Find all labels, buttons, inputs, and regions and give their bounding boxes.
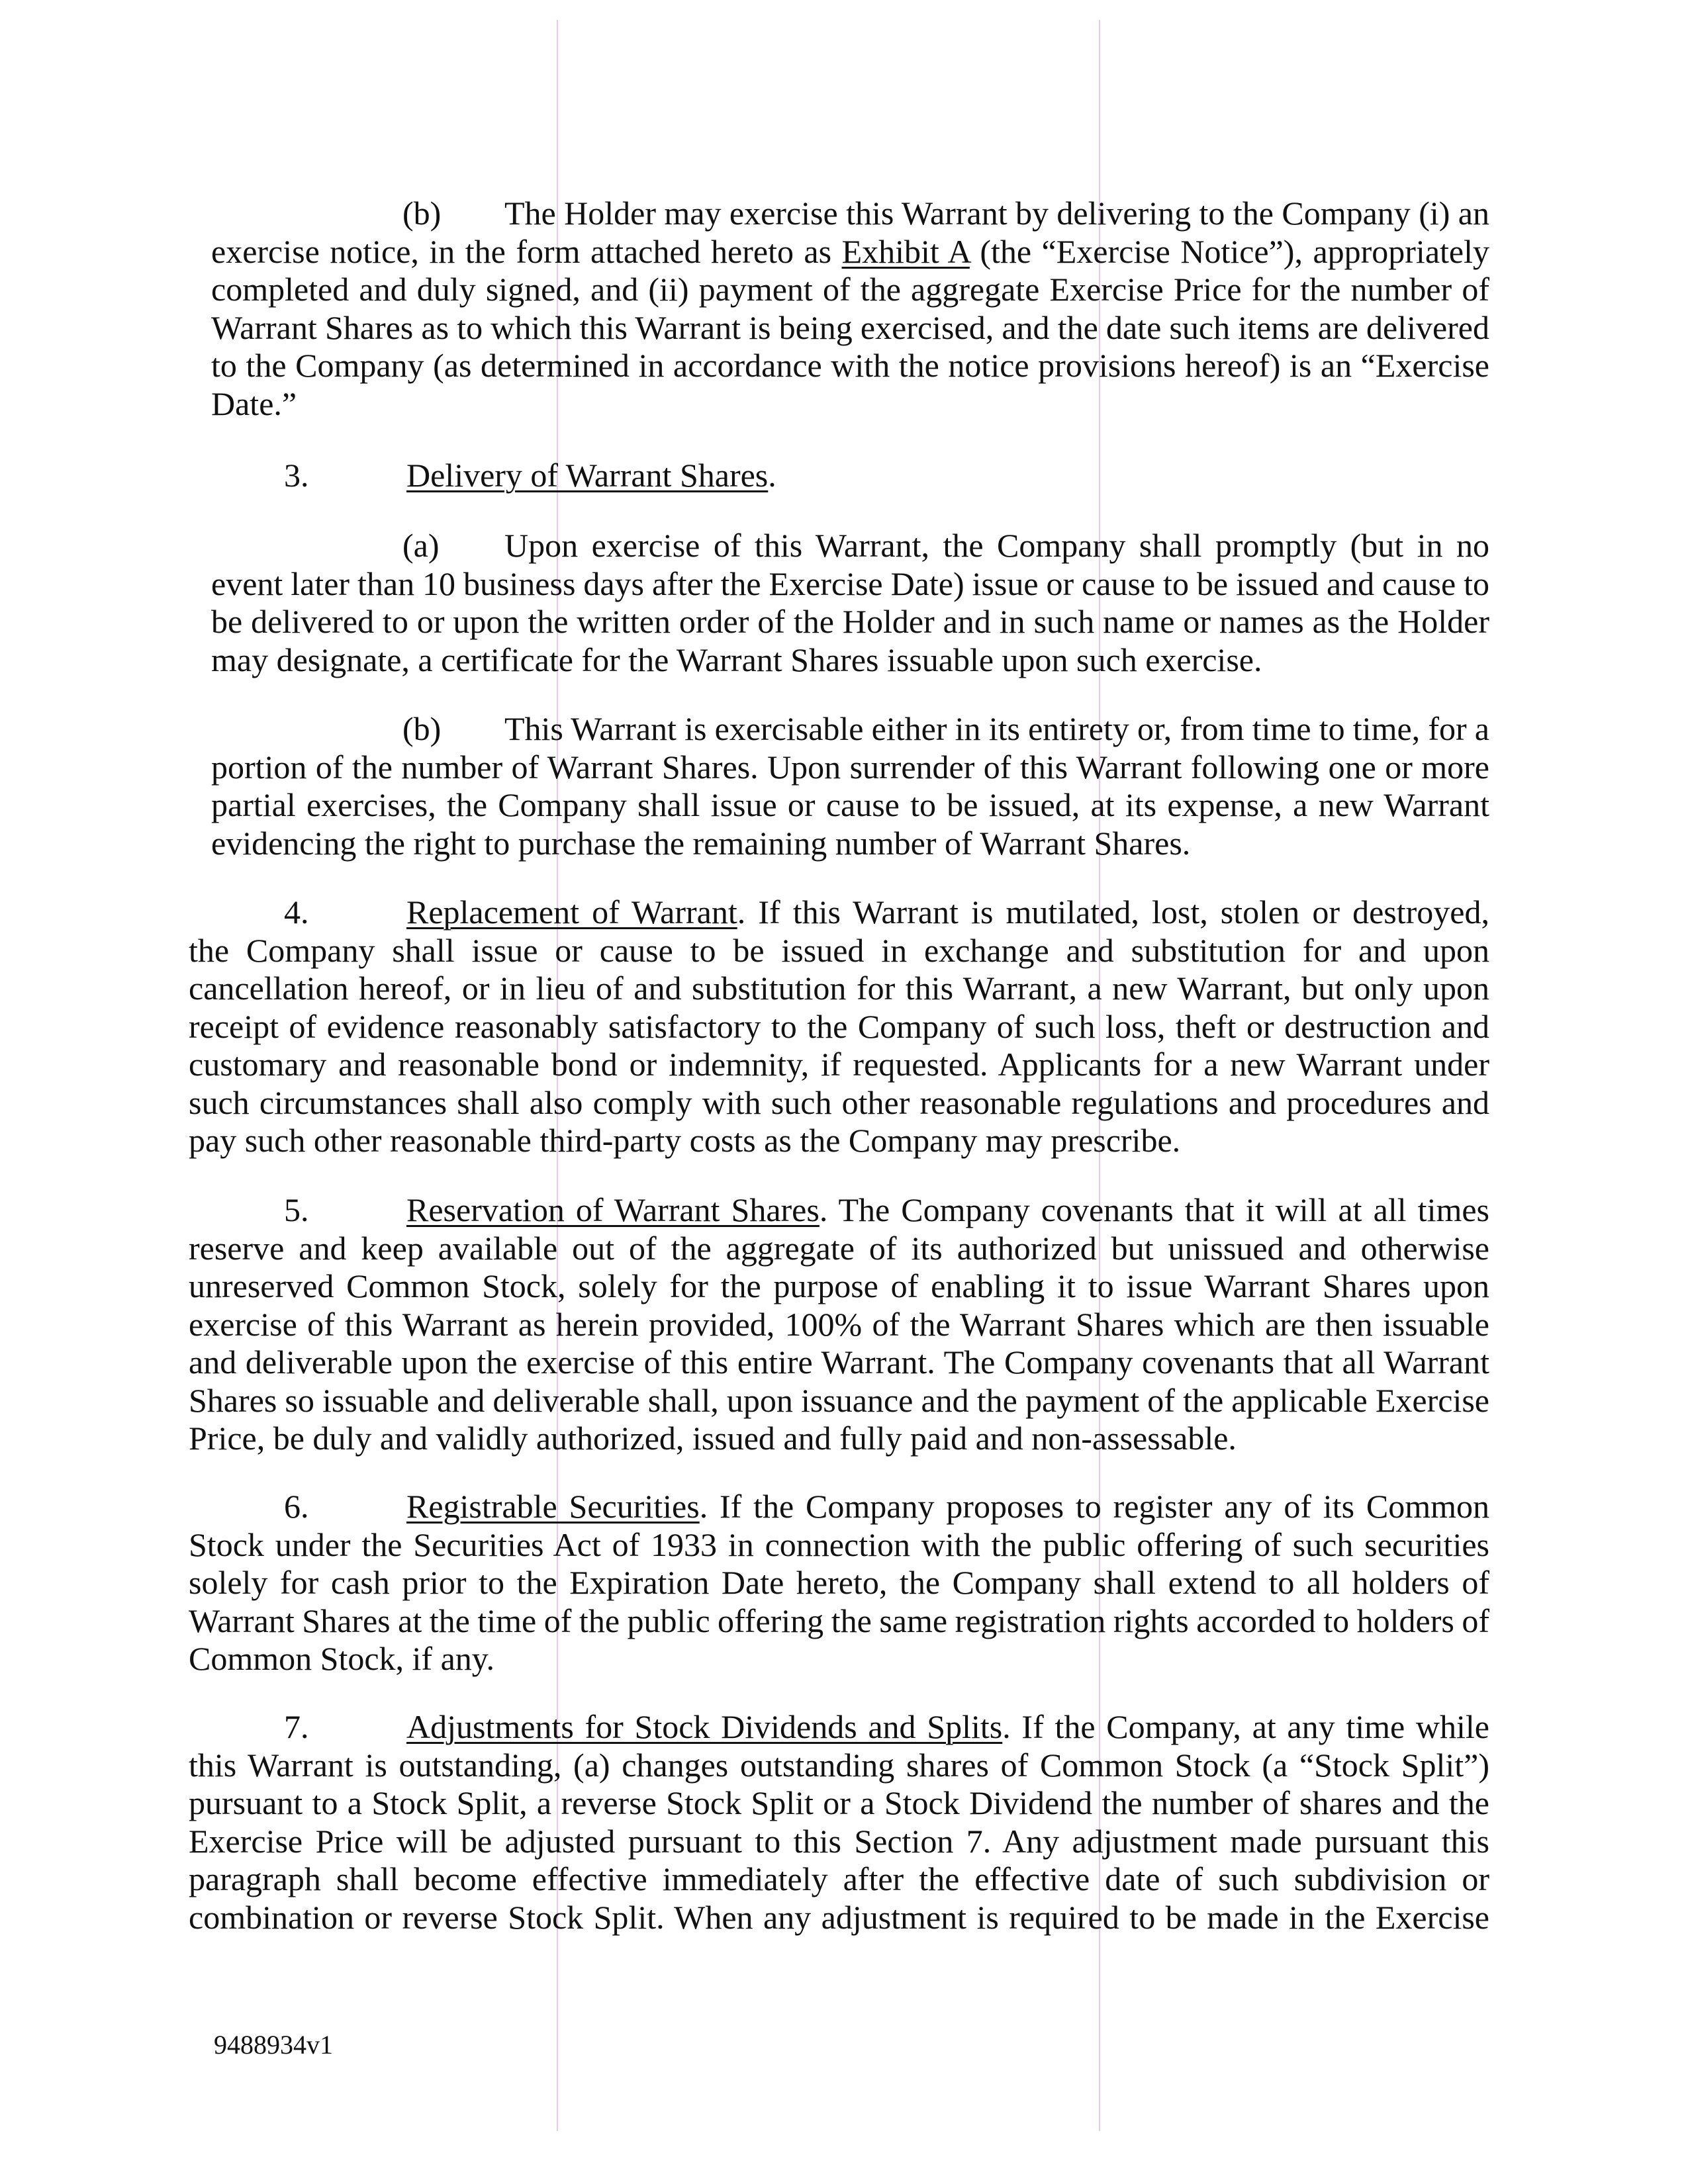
document-id-footer: 9488934v1 bbox=[214, 2030, 333, 2060]
text-segment: Upon exercise of this Warrant, the Company shall promptly (but in no bbox=[504, 527, 1489, 564]
text-segment: unreserved Common Stock, solely for the purpose of enabling it to issue Warrant Shares upon bbox=[189, 1267, 1489, 1304]
text-segment: evidencing the right to purchase the remaining number of Warrant Shares. bbox=[211, 824, 1191, 862]
text-line bbox=[504, 710, 1489, 749]
text-segment: be delivered to or upon the written order of the Holder and in such name or names as the Holder bbox=[211, 603, 1489, 640]
text-line bbox=[189, 1526, 1489, 1565]
text-line bbox=[189, 1230, 1489, 1268]
section-number: 5. bbox=[284, 1191, 309, 1228]
text-segment: completed and duly signed, and (ii) payment of the aggregate Exercise Price for the number of bbox=[211, 271, 1489, 308]
section-number: 6. bbox=[284, 1488, 309, 1525]
text-line bbox=[189, 1420, 1489, 1458]
text-segment: portion of the number of Warrant Shares. Upon surrender of this Warrant following one or more bbox=[211, 748, 1489, 786]
text-line bbox=[189, 1640, 1489, 1678]
text-segment: (the “Exercise Notice”), appropriately bbox=[969, 232, 1489, 270]
text-segment: combination or reverse Stock Split. When any adjustment is required to be made in the Exercise bbox=[189, 1898, 1489, 1936]
underlined-term: Exhibit A bbox=[841, 232, 970, 270]
underlined-term: Reservation of Warrant Shares bbox=[406, 1191, 820, 1228]
subsection-label: (a) bbox=[402, 527, 440, 564]
subsection-label: (b) bbox=[402, 710, 442, 747]
text-line bbox=[189, 1899, 1489, 1937]
text-line bbox=[189, 1122, 1489, 1160]
text-segment: cancellation hereof, or in lieu of and substitution for this Warrant, a new Warrant, but only upon bbox=[189, 970, 1489, 1007]
text-line bbox=[211, 309, 1489, 347]
text-line bbox=[406, 893, 1489, 932]
text-segment: . If the Company proposes to register any of its Common bbox=[699, 1488, 1489, 1525]
text-segment: exercise of this Warrant as herein provided, 100% of the Warrant Shares which are then issuable bbox=[189, 1305, 1489, 1343]
text-segment: . If this Warrant is mutilated, lost, stolen or destroyed, bbox=[737, 893, 1489, 931]
text-segment: Date.” bbox=[211, 385, 297, 422]
text-segment: pay such other reasonable third-party costs as the Company may prescribe. bbox=[189, 1122, 1181, 1159]
text-line bbox=[189, 1046, 1489, 1084]
text-segment: Warrant Shares at the time of the public offering the same registration rights accorded to holders of bbox=[189, 1602, 1489, 1639]
text-line bbox=[211, 565, 1489, 604]
text-line bbox=[406, 1708, 1489, 1747]
text-line bbox=[189, 1306, 1489, 1344]
text-segment: receipt of evidence reasonably satisfactory to the Company of such loss, theft or destruction and bbox=[189, 1007, 1489, 1045]
text-line bbox=[406, 457, 1489, 495]
text-segment: and deliverable upon the exercise of this entire Warrant. The Company covenants that all Warrant bbox=[189, 1343, 1489, 1381]
text-segment: Shares so issuable and deliverable shall, upon issuance and the payment of the applicable Exercise bbox=[189, 1381, 1489, 1419]
text-segment: partial exercises, the Company shall issue or cause to be issued, at its expense, a new Warrant bbox=[211, 786, 1489, 823]
text-segment: may designate, a certificate for the Warrant Shares issuable upon such exercise. bbox=[211, 641, 1262, 678]
text-segment: Common Stock, if any. bbox=[189, 1640, 495, 1677]
text-line bbox=[211, 385, 1489, 424]
text-line bbox=[189, 1084, 1489, 1122]
text-segment: . bbox=[768, 457, 776, 494]
text-segment: Warrant Shares as to which this Warrant is being exercised, and the date such items are delivered bbox=[211, 308, 1489, 346]
text-line bbox=[189, 1784, 1489, 1823]
text-line bbox=[504, 527, 1489, 565]
text-line bbox=[189, 1267, 1489, 1306]
underlined-term: Delivery of Warrant Shares bbox=[406, 457, 769, 494]
text-line bbox=[189, 1564, 1489, 1602]
text-line bbox=[211, 271, 1489, 309]
text-line bbox=[189, 1008, 1489, 1046]
text-segment: such circumstances shall also comply with such other reasonable regulations and procedures and bbox=[189, 1083, 1489, 1121]
text-line bbox=[189, 970, 1489, 1008]
text-line bbox=[211, 603, 1489, 641]
section-number: 7. bbox=[284, 1708, 309, 1745]
text-line bbox=[211, 786, 1489, 825]
text-line bbox=[211, 347, 1489, 385]
text-line bbox=[189, 932, 1489, 970]
text-line bbox=[406, 1488, 1489, 1526]
underlined-term: Adjustments for Stock Dividends and Splits bbox=[406, 1708, 1003, 1745]
text-segment: This Warrant is exercisable either in its entirety or, from time to time, for a bbox=[504, 710, 1489, 747]
text-segment: . If the Company, at any time while bbox=[1002, 1708, 1489, 1745]
text-segment: event later than 10 business days after the Exercise Date) issue or cause to be issued and cause to bbox=[211, 565, 1489, 602]
text-line bbox=[189, 1823, 1489, 1861]
underlined-term: Registrable Securities bbox=[406, 1488, 700, 1525]
text-segment: paragraph shall become effective immediately after the effective date of such subdivision or bbox=[189, 1860, 1489, 1897]
text-segment: Stock under the Securities Act of 1933 in connection with the public offering of such securities bbox=[189, 1525, 1489, 1563]
text-line bbox=[189, 1747, 1489, 1785]
subsection-label: (b) bbox=[402, 195, 442, 232]
underlined-term: Replacement of Warrant bbox=[406, 893, 737, 931]
text-line bbox=[189, 1860, 1489, 1899]
text-segment: pursuant to a Stock Split, a reverse Stock Split or a Stock Dividend the number of shares and the bbox=[189, 1784, 1489, 1821]
text-segment: reserve and keep available out of the aggregate of its authorized but unissued and otherwise bbox=[189, 1229, 1489, 1267]
text-line bbox=[211, 825, 1489, 863]
text-line bbox=[189, 1343, 1489, 1382]
text-line bbox=[211, 233, 1489, 271]
text-segment: . The Company covenants that it will at all times bbox=[819, 1191, 1489, 1228]
text-line bbox=[406, 1191, 1489, 1230]
text-line bbox=[189, 1602, 1489, 1641]
text-segment: Exercise Price will be adjusted pursuant to this Section 7. Any adjustment made pursuant this bbox=[189, 1822, 1489, 1860]
text-line bbox=[211, 749, 1489, 787]
text-segment: customary and reasonable bond or indemnity, if requested. Applicants for a new Warrant under bbox=[189, 1046, 1489, 1083]
text-segment: The Holder may exercise this Warrant by delivering to the Company (i) an bbox=[504, 195, 1489, 232]
text-segment: Price, be duly and validly authorized, issued and fully paid and non-assessable. bbox=[189, 1420, 1237, 1457]
text-segment: this Warrant is outstanding, (a) changes outstanding shares of Common Stock (a “Stock Split”) bbox=[189, 1746, 1489, 1784]
text-segment: to the Company (as determined in accordance with the notice provisions hereof) is an “Exercise bbox=[211, 347, 1489, 384]
text-segment: solely for cash prior to the Expiration Date hereto, the Company shall extend to all holders of bbox=[189, 1564, 1489, 1601]
text-line bbox=[211, 641, 1489, 680]
section-number: 4. bbox=[284, 893, 309, 931]
text-line bbox=[189, 1382, 1489, 1420]
section-number: 3. bbox=[284, 457, 309, 494]
text-segment: exercise notice, in the form attached hereto as bbox=[211, 232, 842, 270]
text-segment: the Company shall issue or cause to be issued in exchange and substitution for and upon bbox=[189, 931, 1489, 969]
text-line bbox=[504, 195, 1489, 233]
